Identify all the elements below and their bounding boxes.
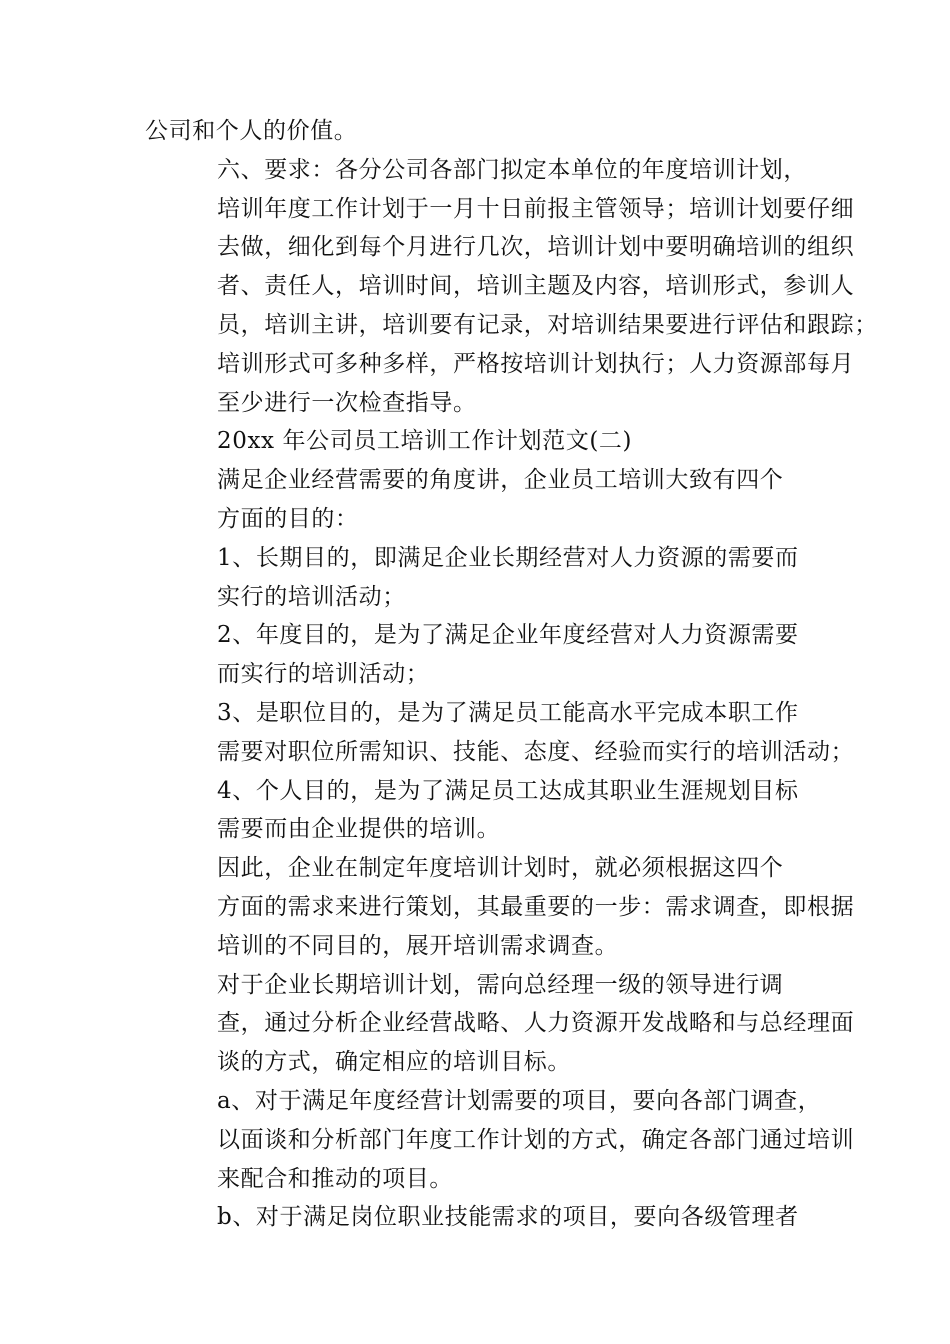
text-line: 员，培训主讲，培训要有记录，对培训结果要进行评估和跟踪； — [217, 311, 878, 338]
text-line: b、对于满足岗位职业技能需求的项目，要向各级管理者 — [217, 1204, 799, 1231]
text-line: 需要而由企业提供的培训。 — [217, 816, 501, 843]
paragraph — [145, 966, 855, 1082]
text-line: 方面的需求来进行策划，其最重要的一步：需求调查，即根据 — [217, 893, 855, 920]
paragraph — [145, 694, 855, 772]
text-line: 3、是职位目的，是为了满足员工能高水平完成本职工作 — [217, 699, 799, 726]
text-line: a、对于满足年度经营计划需要的项目，要向各部门调查， — [217, 1087, 822, 1114]
paragraph — [145, 772, 815, 850]
text-line: 查，通过分析企业经营战略、人力资源开发战略和与总经理面 — [217, 1010, 855, 1037]
text-line: 方面的目的： — [217, 505, 359, 532]
paragraph — [145, 539, 815, 617]
text-line: 来配合和推动的项目。 — [217, 1165, 453, 1192]
text-line: 去做，细化到每个月进行几次，培训计划中要明确培训的组织 — [217, 234, 855, 261]
text-line: 六、要求：各分公司各部门拟定本单位的年度培训计划， — [217, 156, 807, 183]
text-line: 谈的方式，确定相应的培训目标。 — [217, 1049, 571, 1076]
text-line: 以面谈和分析部门年度工作计划的方式，确定各部门通过培训 — [217, 1126, 855, 1153]
text-line: 实行的培训活动； — [217, 583, 406, 610]
paragraph — [145, 849, 855, 965]
text-line: 者、责任人，培训时间，培训主题及内容，培训形式，参训人 — [217, 273, 855, 300]
text-line: 需要对职位所需知识、技能、态度、经验而实行的培训活动； — [217, 738, 855, 765]
text-line: 1、长期目的，即满足企业长期经营对人力资源的需要而 — [217, 544, 799, 571]
text-line: 而实行的培训活动； — [217, 661, 430, 688]
text-line: 培训年度工作计划于一月十日前报主管领导；培训计划要仔细 — [217, 195, 855, 222]
text-line: 4、个人目的，是为了满足员工达成其职业生涯规划目标 — [217, 777, 799, 804]
paragraph — [145, 461, 815, 539]
paragraph — [145, 151, 878, 423]
paragraph — [145, 422, 815, 461]
paragraph — [145, 616, 815, 694]
paragraph — [145, 112, 815, 151]
text-line: 培训形式可多种多样，严格按培训计划执行；人力资源部每月 — [217, 350, 855, 377]
paragraph — [145, 1198, 815, 1237]
text-line: 培训的不同目的，展开培训需求调查。 — [217, 932, 619, 959]
text-line: 因此，企业在制定年度培训计划时，就必须根据这四个 — [217, 855, 784, 882]
text-line: 2、年度目的，是为了满足企业年度经营对人力资源需要 — [217, 622, 799, 649]
text-line: 公司和个人的价值。 — [145, 118, 358, 144]
text-line: 至少进行一次检查指导。 — [217, 389, 477, 416]
text-line: 20xx 年公司员工培训工作计划范文(二) — [217, 428, 633, 455]
text-line: 满足企业经营需要的角度讲，企业员工培训大致有四个 — [217, 467, 784, 494]
paragraph — [145, 1082, 855, 1198]
text-line: 对于企业长期培训计划，需向总经理一级的领导进行调 — [217, 971, 784, 998]
document-body — [145, 112, 878, 1237]
